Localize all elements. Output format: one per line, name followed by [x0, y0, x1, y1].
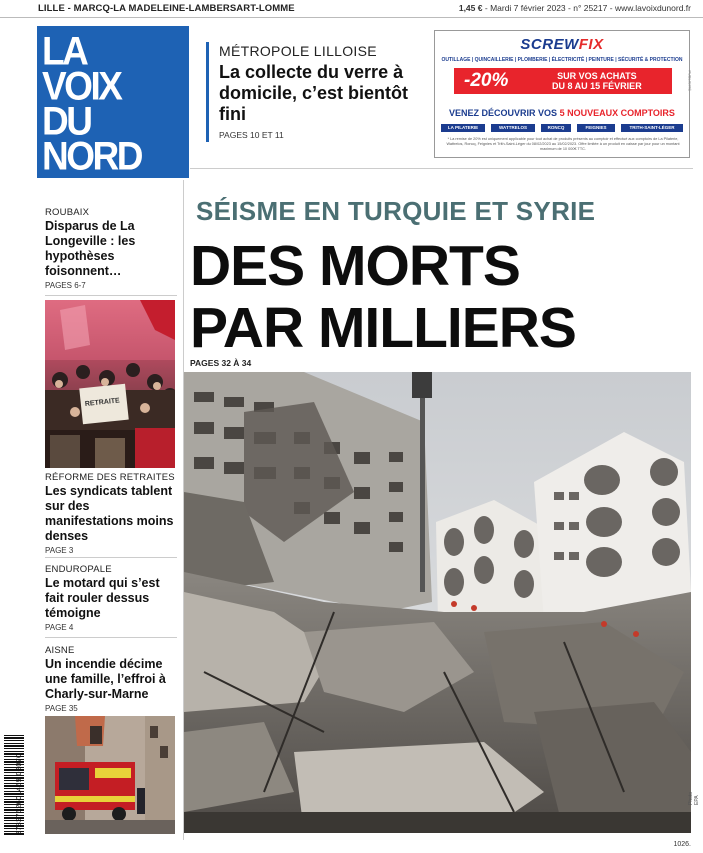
story-pages: PAGE 4 — [45, 623, 74, 632]
ad-visit-a: VENEZ DÉCOUVRIR VOS — [449, 108, 560, 118]
earthquake-photo[interactable] — [184, 372, 691, 833]
protest-photo[interactable] — [45, 300, 175, 468]
story-title: Disparus de La Longeville : les hypothèses foisonnent… — [45, 219, 136, 278]
ad-store-tag: LA PILATERIE — [441, 124, 485, 132]
logo-line-3: DU — [42, 98, 91, 143]
ad-promo-text — [552, 71, 642, 91]
logo-line-4: NORD — [42, 133, 141, 178]
ad-discount: -20% — [464, 70, 509, 91]
story-title: Le motard qui s’est fait rouler dessus témoigne — [45, 576, 160, 620]
divider — [45, 295, 177, 296]
barcode-number: 3782762601459 02070 — [16, 753, 23, 835]
story-kicker: RÉFORME DES RETRAITES — [45, 472, 175, 483]
main-headline-line-1[interactable]: DES MORTS — [190, 234, 520, 298]
edition-towns: LILLE - MARCQ-LA MADELEINE-LAMBERSART-LOMME — [38, 3, 295, 14]
price: 1,45 € — [458, 3, 483, 13]
story-pages: PAGES 6-7 — [45, 281, 86, 290]
story-title: Un incendie décime une famille, l’effroi à Charly-sur-Marne — [45, 657, 166, 701]
folio: 1026. — [673, 841, 691, 848]
logo-line-1: LA — [42, 28, 87, 73]
separator: - — [568, 3, 574, 13]
fire-photo[interactable] — [45, 716, 175, 834]
divider — [45, 637, 177, 638]
ad-brand-part-a: SCREW — [520, 36, 579, 53]
story-title: Les syndicats tablent sur des manifestations moins denses — [45, 484, 174, 543]
ad-store-tag: FEIGNIES — [577, 124, 615, 132]
ad-visit-b: 5 NOUVEAUX COMPTOIRS — [559, 108, 675, 118]
ad-brand-part-b: FIX — [578, 36, 604, 53]
teaser-pages: PAGES 10 ET 11 — [219, 130, 284, 140]
sidebar-story-roubaix[interactable] — [45, 207, 177, 290]
main-headline-line-2[interactable]: PAR MILLIERS — [190, 296, 576, 360]
divider — [190, 168, 693, 169]
story-kicker: AISNE — [45, 645, 75, 656]
ad-store-list — [441, 124, 685, 132]
ad-promo-line-2: DU 8 AU 15 FÉVRIER — [552, 81, 642, 91]
top-teaser[interactable] — [206, 42, 422, 142]
issue-number: n° 25217 — [573, 3, 608, 13]
main-pages: PAGES 32 À 34 — [190, 358, 252, 368]
logo-line-2: VOIX — [42, 63, 121, 108]
sidebar-story-enduropale[interactable] — [45, 564, 177, 632]
story-kicker: ROUBAIX — [45, 207, 90, 218]
separator: - — [484, 3, 491, 13]
divider — [45, 557, 177, 558]
ad-categories: OUTILLAGE | QUINCAILLERIE | PLOMBERIE | ÉLECTRICITÉ | PEINTURE | SÉCURITÉ & PROTECTION — [441, 57, 683, 63]
photo-credit: Photo EPA — [688, 791, 700, 805]
ad-store-tag: TRITH-SAINT-LÉGER — [621, 124, 683, 132]
masthead-logo[interactable] — [37, 26, 189, 178]
separator: - — [609, 3, 615, 13]
main-kicker: SÉISME EN TURQUIE ET SYRIE — [196, 196, 596, 226]
fire-truck-image — [45, 716, 175, 834]
story-pages: PAGE 3 — [45, 546, 74, 555]
ad-side-label: PUBLICITÉ — [688, 70, 693, 91]
story-pages: PAGE 35 — [45, 704, 78, 713]
protest-sign-text: RETRAITE — [84, 397, 121, 408]
ad-fine-print: * La remise de 20% est uniquement applicable pour tout achat de produits présents au comptoir et effectué aux comptoirs de La Pilaterie, Wattrelos, Roncq, Feignies et Trith-Saint-Léger du 08/02/2023 au 15/02/2023. Offre limitée à un produit en caisse par jour pour un montant maximum de 10 000€ TTC. — [446, 137, 680, 151]
ad-store-tag: WATTRELOS — [491, 124, 535, 132]
ad-visit-line — [435, 108, 689, 118]
barcode — [4, 735, 32, 835]
sidebar-story-aisne[interactable] — [45, 645, 177, 713]
collapsed-buildings-image — [184, 372, 691, 833]
teaser-title: La collecte du verre à domicile, c’est bientôt fini — [219, 62, 409, 124]
ad-promo-banner — [454, 68, 672, 94]
protest-image — [45, 300, 175, 468]
sidebar-story-retraites[interactable] — [45, 472, 177, 555]
date: Mardi 7 février 2023 — [490, 3, 566, 13]
ad-brand-logo — [435, 36, 689, 53]
edition-bar — [0, 0, 703, 18]
ad-promo-line-1: SUR VOS ACHATS — [557, 71, 637, 81]
screwfix-advertisement[interactable] — [434, 30, 693, 158]
ad-store-tag: RONCQ — [541, 124, 571, 132]
story-kicker: ENDUROPALE — [45, 564, 112, 575]
website[interactable]: www.lavoixdunord.fr — [614, 3, 691, 13]
price-date-line — [459, 3, 691, 13]
teaser-kicker: MÉTROPOLE LILLOISE — [219, 43, 377, 59]
